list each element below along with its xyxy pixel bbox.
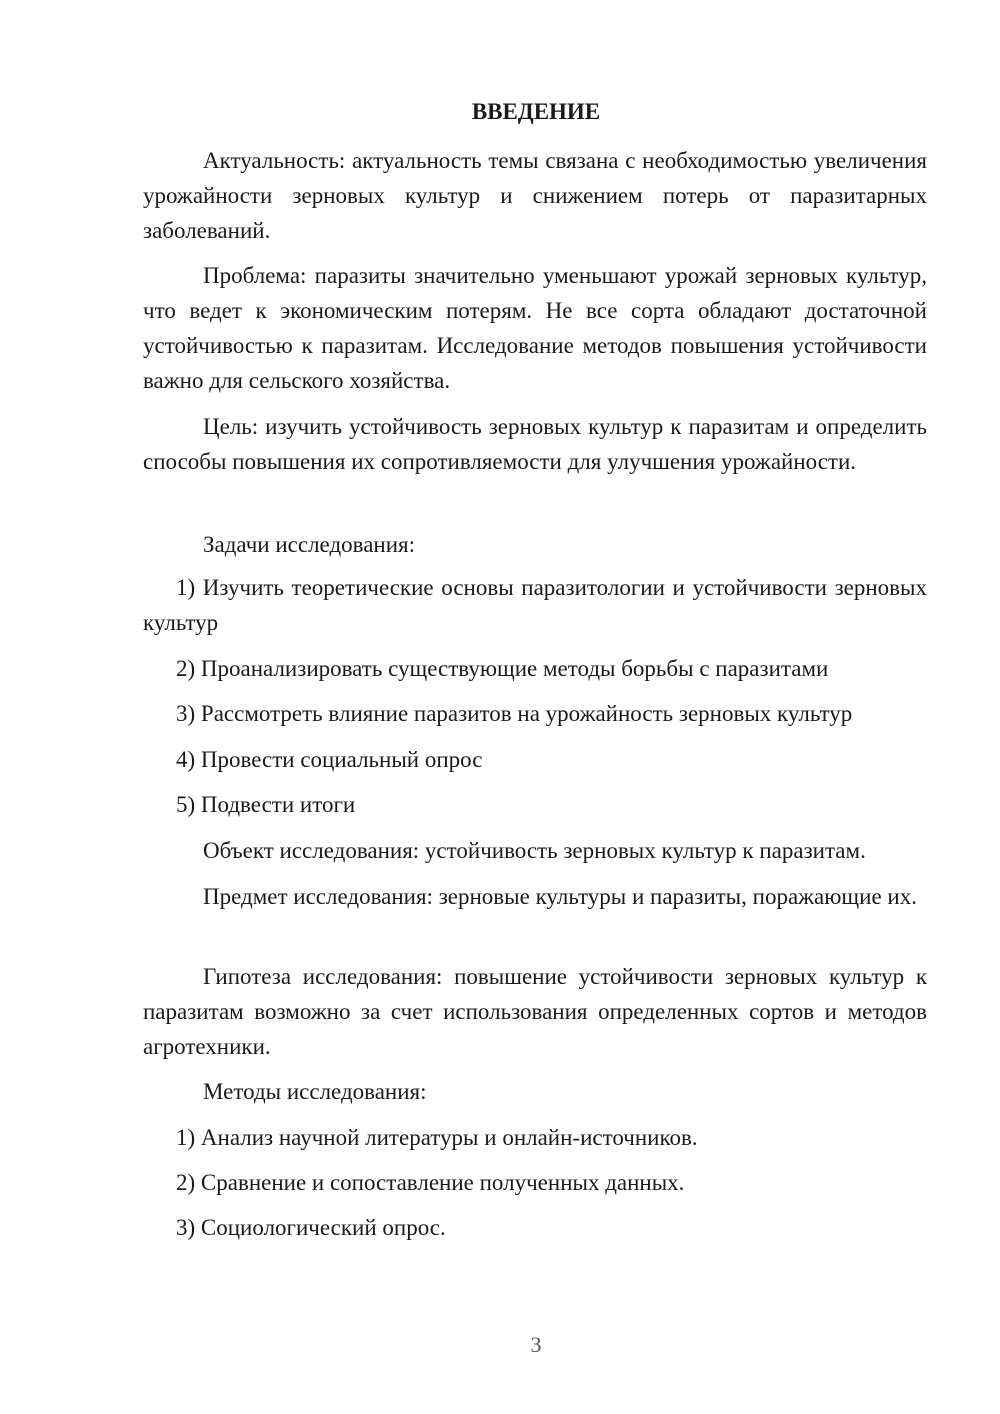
page-number: 3 bbox=[530, 1332, 542, 1357]
task-item-3: 3) Рассмотреть влияние паразитов на урожайность зерновых культур bbox=[176, 701, 853, 726]
paragraph-subject: Предмет исследования: зерновые культуры и паразиты, поражающие их. bbox=[203, 884, 917, 909]
task-item-2: 2) Проанализировать существующие методы борьбы с паразитами bbox=[176, 656, 829, 681]
paragraph-problem: Проблема: паразиты значительно уменьшают урожай зерновых культур, что ведет к экономическим потерям. Не все сорта обладают достаточной устойчивостью к паразитам. Исследование методов повышения устойчивости важно для сельского хозяйства. bbox=[143, 263, 927, 393]
methods-heading: Методы исследования: bbox=[203, 1079, 427, 1104]
method-item-1: 1) Анализ научной литературы и онлайн-источников. bbox=[176, 1125, 698, 1150]
section-title: ВВЕДЕНИЕ bbox=[471, 99, 601, 124]
paragraph-goal: Цель: изучить устойчивость зерновых культур к паразитам и определить способы повышения их сопротивляемости для улучшения урожайности. bbox=[143, 414, 927, 474]
task-item-5: 5) Подвести итоги bbox=[176, 792, 356, 817]
paragraph-object: Объект исследования: устойчивость зерновых культур к паразитам. bbox=[203, 838, 866, 863]
paragraph-relevance: Актуальность: актуальность темы связана с необходимостью увеличения урожайности зерновых культур и снижением потерь от паразитарных заболеваний. bbox=[143, 148, 927, 243]
tasks-heading: Задачи исследования: bbox=[203, 532, 416, 557]
task-item-4: 4) Провести социальный опрос bbox=[176, 747, 483, 772]
method-item-3: 3) Социологический опрос. bbox=[176, 1215, 446, 1240]
task-item-1: 1) Изучить теоретические основы паразитологии и устойчивости зерновых культур bbox=[143, 575, 927, 635]
method-item-2: 2) Сравнение и сопоставление полученных данных. bbox=[176, 1170, 685, 1195]
paragraph-hypothesis: Гипотеза исследования: повышение устойчивости зерновых культур к паразитам возможно за счет использования определенных сортов и методов агротехники. bbox=[143, 964, 927, 1059]
